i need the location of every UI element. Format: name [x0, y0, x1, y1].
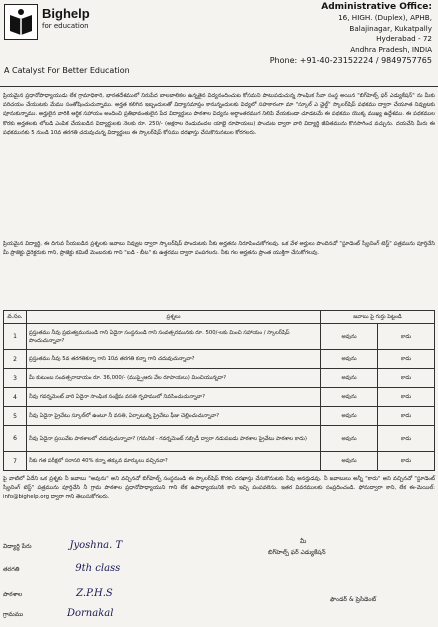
answer-yes[interactable]: అవును	[321, 324, 378, 350]
question-text: నీవు ఏదైనా ప్రయివేట పాఠశాలలో చదువుచున్నావా? (గమనిక - గవర్నమెంట్ సబ్సిడీ ద్వారా నడుపబడు పాఠశాల ప్రైవేటు పాఠశాల కాదు)	[27, 426, 321, 452]
signature-organization: బిగ్‌హెల్ప్ ఫర్ ఎడ్యుకేషన్	[268, 549, 326, 556]
office-phone: Phone: +91-40-23152224 / 9849757765	[269, 55, 432, 65]
question-text: మీ కుటుంబ సంవత్సరాదాయం రూ. 36,000/- (ముప్పైఆరు వేల రూపాయలు) మించియున్నదా?	[27, 369, 321, 388]
answer-yes[interactable]: అవును	[321, 350, 378, 369]
address-line: 16, HIGH. (Duplex), APHB,	[338, 12, 432, 22]
brand-subtitle: for education	[42, 22, 89, 30]
student-paragraph: ప్రియమైన విద్యార్థి, ఈ దిగువ నీయబడిన ప్రశ్నలకు జవాబు నివ్వుట ద్వారా స్కాలర్‌షిప్ పొందుటకు నీకు అర్హతను నిరూపించుకోగలవు. ఒక వేళ అర్హులు పొందినచో "స్టూడెంట్ స్క్రీనింగ్ టెస్ట్" పత్రమును పూర్తిచేసి మీ ప్రాజెక్టు డైరెక్టరుకు గాని, ప్రాజెక్టు కమిటీ మెంబరుకు గాని "బడి - బీట" కు ఉత్తరము ద్వారా పంపగలరు. నీకు గల అర్హతను ప్రాంత యుక్తిగా చేసుకోగలవు.	[3, 241, 435, 257]
table-row	[4, 369, 435, 388]
col-header-answer: జవాబు పై గుర్తు పెట్టండి	[321, 311, 435, 324]
answer-no[interactable]: కాదు	[378, 324, 435, 350]
header-divider	[0, 86, 438, 87]
answer-yes[interactable]: అవును	[321, 369, 378, 388]
school-value[interactable]: Z.P.H.S	[76, 588, 113, 599]
question-text: ప్రస్తుతము నీవు ప్రభుత్వమునుండి గాని ఏదైనా సంస్థనుండి గాని సంవత్సరమునకు రూ. 500/-లకు మించి సహాయం / స్కాలర్‌షిప్ పొందుచున్నావా?	[27, 324, 321, 350]
school-row	[3, 588, 113, 599]
row-number: 2	[4, 350, 27, 369]
student-name-label: విద్యార్థి పేరు	[3, 543, 32, 550]
school-label: పాఠశాల	[3, 591, 23, 598]
row-number: 4	[4, 388, 27, 407]
table-header-row	[4, 311, 435, 324]
answer-yes[interactable]: అవును	[321, 426, 378, 452]
address-line: Balajinagar, Kukatpally	[349, 23, 432, 33]
class-row	[3, 563, 120, 574]
answer-yes[interactable]: అవును	[321, 452, 378, 471]
table-row	[4, 324, 435, 350]
answer-yes[interactable]: అవును	[321, 407, 378, 426]
question-text: నీకు గత పరీక్షలో సరాసరి 40% కన్నా తక్కువ మార్కులు వచ్చినవా?	[27, 452, 321, 471]
row-number: 6	[4, 426, 27, 452]
col-header-questions: ప్రశ్నలు	[27, 311, 321, 324]
question-text: ప్రస్తుతము నీవు 5వ తరగతికన్నా గాని 10వ తరగతి కన్నా గాని చదువుచున్నావా?	[27, 350, 321, 369]
table-row	[4, 388, 435, 407]
question-text: నీవు గవర్నమెంట్ వారి ఏదైనా సాంఘిక సంక్షేమ వసతి గృహములో నివసించుచున్నావా?	[27, 388, 321, 407]
address-line: Andhra Pradesh, INDIA	[350, 45, 432, 55]
office-address-block	[242, 2, 432, 67]
answer-yes[interactable]: అవును	[321, 388, 378, 407]
brand-name: Bighelp	[42, 6, 90, 21]
village-label: గ్రామము	[3, 611, 24, 618]
student-name-row	[3, 540, 122, 551]
answer-no[interactable]: కాదు	[378, 350, 435, 369]
answer-no[interactable]: కాదు	[378, 452, 435, 471]
class-label: తరగతి	[3, 566, 20, 573]
signature-salutation: మీ	[300, 538, 307, 545]
questions-table	[3, 310, 435, 471]
intro-paragraph: ప్రియమైన ప్రధానోపాధ్యాయుడు లేక గ్రామాధికారి, భారతదేశములో నిరుపేద బాలబాలికల ఉన్నతైన విద్యనందించుట కోసమని పాటుపడుచున్న సాంఘిక సేవా సంస్థ అయిన "బిగ్‌హెల్ప్ ఫర్ ఎడ్యుకేషన్" ను మీకు పరిచయం చేయుటకు మేము సంతోషించుచున్నాము. అర్హత కలిగిన ఇబ్బందులతో విద్యాసమాప్తం కానున్నందులకు విద్యలో సహకారంగా మా "స్కూల్ ఎ ఛైల్డ్" స్కాలర్‌షిప్ పథకము ద్వారా చేయూత నివ్వుటకు పూనుకున్నాము. అర్హులైన వారికి ఆర్థిక సహాయం అందించి ప్రతిభావంతులైన పేద విద్యార్థులు పాఠశాల విద్యను అర్ధాంతరముగ నిలిపి వేయకుండా చూడటమే ఈ పథకము యొక్క ముఖ్య ఉద్దేశము. ఈ పథకముల కొరకు అర్హతలకు లోబడి ఎంపిక చేయబడిన విద్యార్థులకు నెలకు రూ. 250/- (అక్షరాల రెండువందల యాభై రూపాయలు) పొందుట ద్వారా వారి విద్యార్థి జీవితమును కొనసాగించ వచ్చును. దయచేసి మీరు ఈ పథకమునకు 5 నుండి 10వ తరగతి చదువుచున్న విద్యార్థులు ఈ స్కాలర్‌షిప్ కోసము దరఖాస్తు చేసుకొనునటుల కోరగలరు.	[3, 93, 435, 136]
answer-no[interactable]: కాదు	[378, 407, 435, 426]
village-value[interactable]: Dornakal	[66, 608, 114, 619]
table-row	[4, 407, 435, 426]
village-row	[3, 608, 113, 619]
col-header-number: వ.సం.	[4, 311, 27, 324]
table-row	[4, 350, 435, 369]
table-row	[4, 452, 435, 471]
row-number: 7	[4, 452, 27, 471]
row-number: 1	[4, 324, 27, 350]
bighelp-logo	[4, 4, 38, 40]
question-text: నీవు ఏదైనా ప్రైవేటు స్కూల్‌లో ఉంటూ నీ వసతి, ఏర్పాటుల్ని ప్రైవేటు ఫీజు చెల్లించుచున్నావా?	[27, 407, 321, 426]
student-name-value[interactable]: Jyoshna. T	[69, 540, 123, 551]
row-number: 5	[4, 407, 27, 426]
row-number: 3	[4, 369, 27, 388]
office-title: Administrative Office:	[321, 2, 432, 12]
signature-title: ఫౌండర్ & ప్రెసిడెంట్	[330, 596, 377, 603]
address-line: Hyderabad - 72	[376, 34, 432, 44]
table-row	[4, 426, 435, 452]
answer-no[interactable]: కాదు	[378, 426, 435, 452]
answer-no[interactable]: కాదు	[378, 369, 435, 388]
tagline: A Catalyst For Better Education	[4, 66, 130, 75]
answer-no[interactable]: కాదు	[378, 388, 435, 407]
class-value[interactable]: 9th class	[75, 563, 121, 574]
instructions-paragraph: పై వాటిలో ఏదేని ఒక ప్రశ్నకు నీ జవాబు "అవును" అని వచ్చినచో బిగ్‌హెల్ప్ సంస్థనుండి ఈ స్కాలర్‌షిప్ కొరకు దరఖాస్తు చేసుకొనుటకు నీవు అనర్హుడవు. నీ జవాబులు అన్నీ "కాదు" అని వచ్చినచో "స్టూడెంట్ స్క్రీనింగ్ టెస్ట్" పత్రమును పూర్తిచేసి నీ గ్రామ పాఠశాల ప్రధానోపాధ్యాయుని గాని లేక ఉపాధ్యాయునికి కాని ఇచ్చి పంపవలెను. ఇతర వివరములకు సంప్రదించండి. ఫోనుద్వారా కాని, లేక ఈ-మెయిల్: info@bighelp.org ద్వారా గాని తెలుసుకోగలరు.	[3, 476, 435, 501]
